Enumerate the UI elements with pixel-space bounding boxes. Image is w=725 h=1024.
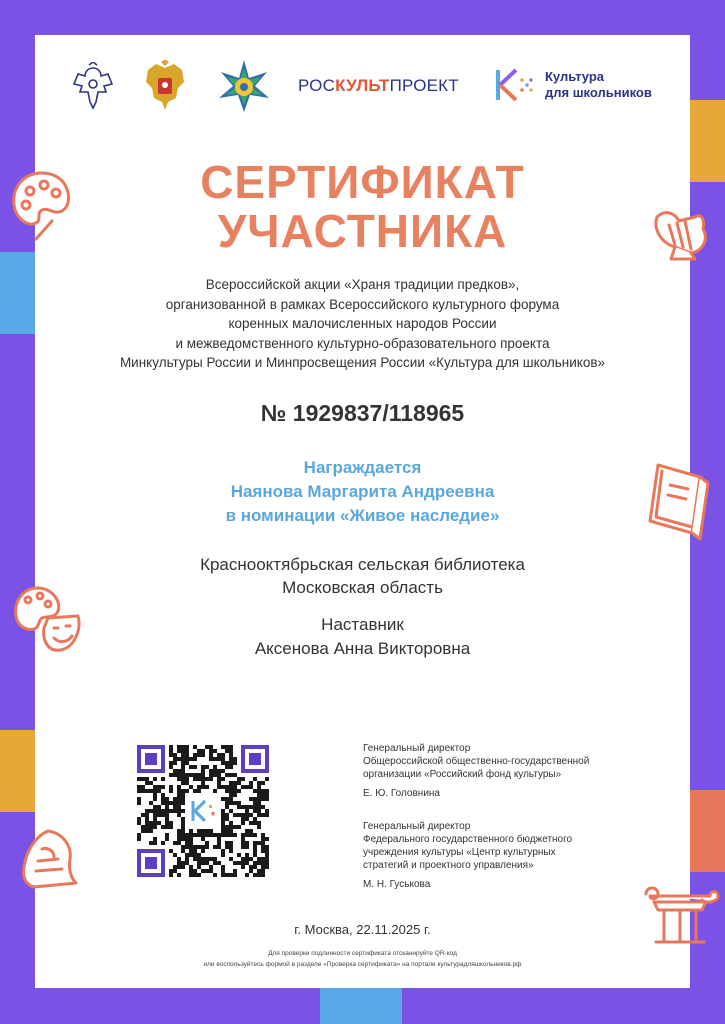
coat-of-arms-icon xyxy=(142,60,188,112)
verification-note xyxy=(0,948,725,970)
intro-line: Всероссийской акции «Храня традиции предков», xyxy=(205,277,520,292)
certificate-title-line1: СЕРТИФИКАТ xyxy=(200,156,525,208)
award-block xyxy=(0,456,725,528)
kds-logo-line2: для школьников xyxy=(545,85,652,100)
mentor-label: Наставник xyxy=(321,615,404,634)
mentor-name: Аксенова Анна Викторовна xyxy=(254,639,471,658)
certificate-number: № 1929837/118965 xyxy=(260,400,465,426)
palette-icon xyxy=(6,165,78,243)
organization-block xyxy=(0,553,725,599)
mentor-block xyxy=(0,613,725,661)
lyre-icon xyxy=(645,195,715,265)
book-icon xyxy=(640,455,720,545)
verification-line: Для проверки подлинности сертификата отсканируйте QR-код xyxy=(268,950,457,957)
intro-line: и межведомственного культурно-образовательного проекта xyxy=(175,335,550,351)
rosette-icon xyxy=(217,60,271,112)
signatory-name: М. Н. Гуськова xyxy=(363,879,431,890)
signatory-1 xyxy=(363,742,589,800)
signatory-role: Генеральный директор xyxy=(363,821,471,832)
certificate-title-line2: УЧАСТНИКА xyxy=(217,205,508,257)
frame-accent-coral-right xyxy=(690,790,725,872)
roskultproekt-logo xyxy=(298,76,459,96)
kds-logo-line1: Культура xyxy=(545,69,605,84)
signatory-org: организации «Российский фонд культуры» xyxy=(363,769,562,780)
place-date: г. Москва, 22.11.2025 г. xyxy=(294,922,431,937)
signatory-org: учреждения культуры «Центр культурных xyxy=(363,847,556,858)
theatre-mask-icon xyxy=(8,582,88,662)
kds-logo-icon xyxy=(494,68,534,102)
organization-region: Московская область xyxy=(282,578,443,597)
qr-code[interactable] xyxy=(137,745,269,877)
signatory-name: Е. Ю. Головнина xyxy=(363,788,440,799)
intro-text xyxy=(0,275,725,373)
signatory-org: стратегий и проектного управления» xyxy=(363,860,534,871)
column-icon xyxy=(640,880,720,950)
award-heading: Награждается xyxy=(303,458,422,477)
signatory-role: Генеральный директор xyxy=(363,743,471,754)
verification-line: или воспользуйтесь формой в разделе «Проверка сертификата» на портале культурадляшкольников.рф xyxy=(203,961,522,968)
frame-accent-blue-bottom xyxy=(320,988,402,1024)
signatory-org: Федерального государственного бюджетного xyxy=(363,834,573,845)
logo-part-3: ПРОЕКТ xyxy=(389,76,459,95)
intro-line: организованной в рамках Всероссийского культурного форума xyxy=(165,296,560,312)
frame-accent-yellow-left xyxy=(0,730,35,812)
logo-part-2: КУЛЬТ xyxy=(335,76,390,95)
emblem-icon xyxy=(70,62,116,112)
nomination: в номинации «Живое наследие» xyxy=(225,506,500,525)
signatory-2 xyxy=(363,820,572,891)
logo-part-1: РОС xyxy=(298,76,336,95)
awardee-name: Наянова Маргарита Андреевна xyxy=(230,482,495,501)
signatory-org: Общероссийской общественно-государственной xyxy=(363,756,590,767)
intro-line: коренных малочисленных народов России xyxy=(228,316,497,331)
kds-logo-text xyxy=(545,69,652,101)
intro-line: Минкультуры России и Минпросвещения России «Культура для школьников» xyxy=(119,355,606,370)
scroll-icon xyxy=(14,825,84,895)
organization-name: Краснооктябрьская сельская библиотека xyxy=(200,555,525,574)
